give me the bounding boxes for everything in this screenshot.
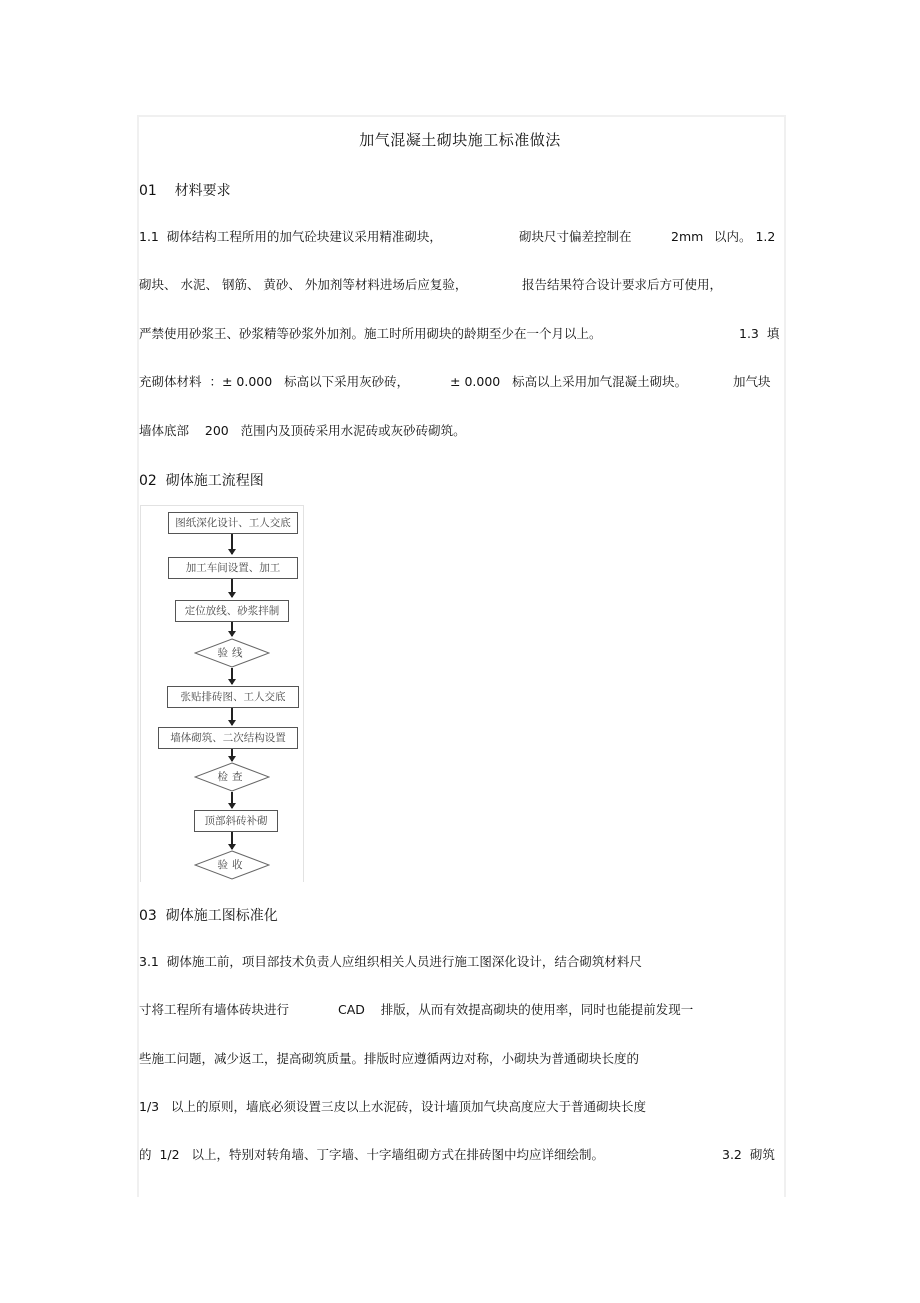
section-02-heading: 02 砌体施工流程图 bbox=[139, 473, 264, 489]
document-title: 加气混凝土砌块施工标准做法 bbox=[359, 131, 561, 149]
paragraph-line-tail: 1.3 填 bbox=[739, 326, 780, 341]
paragraph-line: 寸将工程所有墙体砖块进行 bbox=[139, 1002, 290, 1017]
paragraph-line: 些施工问题，减少返工，提高砌筑质量。排版时应遵循两边对称，小砌块为普通砌块长度的 bbox=[139, 1051, 640, 1066]
flow-arrow-icon bbox=[231, 832, 233, 849]
paragraph-line: 墙体底部 200 范围内及顶砖采用水泥砖或灰砂砖砌筑。 bbox=[139, 423, 466, 438]
flow-step-box: 加工车间设置、加工 bbox=[168, 557, 298, 579]
flow-arrow-icon bbox=[231, 749, 233, 761]
paragraph-line-tail: 3.2 砌筑 bbox=[722, 1147, 775, 1162]
flow-decision-label: 验线 bbox=[217, 647, 247, 659]
flow-step-box: 定位放线、砂浆拌制 bbox=[175, 600, 289, 622]
flow-step-box: 张贴排砖图、工人交底 bbox=[167, 686, 299, 708]
paragraph-line-mid: CAD 排版，从而有效提高砌块的使用率，同时也能提前发现一 bbox=[338, 1002, 694, 1017]
flow-step-box: 顶部斜砖补砌 bbox=[194, 810, 278, 832]
flow-arrow-icon bbox=[231, 708, 233, 725]
flow-decision-label: 验收 bbox=[217, 859, 247, 871]
paragraph-line-tail: 以内。 1.2 bbox=[714, 229, 776, 244]
flow-arrow-icon bbox=[231, 579, 233, 597]
flow-decision-label: 检查 bbox=[217, 771, 247, 783]
paragraph-line-tail: 加气块 bbox=[733, 374, 771, 389]
flow-step-box: 墙体砌筑、二次结构设置 bbox=[158, 727, 298, 749]
paragraph-line: 1/3 以上的原则，墙底必须设置三皮以上水泥砖，设计墙顶加气块高度应大于普通砌块长度 bbox=[139, 1099, 647, 1114]
flow-arrow-icon bbox=[231, 534, 233, 554]
paragraph-line: 的 1/2 以上，特别对转角墙、丁字墙、十字墙组砌方式在排砖图中均应详细绘制。 bbox=[139, 1147, 604, 1162]
paragraph-line-mid: 砌块尺寸偏差控制在 bbox=[519, 229, 632, 244]
section-01-heading: 01 材料要求 bbox=[139, 183, 231, 199]
flow-arrow-icon bbox=[231, 622, 233, 636]
section-03-heading: 03 砌体施工图标准化 bbox=[139, 908, 278, 924]
flow-decision-diamond bbox=[194, 850, 270, 880]
flow-arrow-icon bbox=[231, 668, 233, 684]
flow-arrow-icon bbox=[231, 792, 233, 808]
paragraph-line: 砌块、 水泥、 钢筋、 黄砂、 外加剂等材料进场后应复验， bbox=[139, 277, 468, 292]
paragraph-value: 2mm bbox=[671, 229, 704, 244]
flow-decision-diamond bbox=[194, 762, 270, 792]
paragraph-line-mid: ± 0.000 标高以上采用加气混凝土砌块。 bbox=[450, 374, 688, 389]
paragraph-line: 严禁使用砂浆王、砂浆精等砂浆外加剂。施工时所用砌块的龄期至少在一个月以上。 bbox=[139, 326, 602, 341]
flow-decision-diamond bbox=[194, 638, 270, 668]
paragraph-line: 1.1 砌体结构工程所用的加气砼块建议采用精准砌块， bbox=[139, 229, 442, 244]
paragraph-line: 3.1 砌体施工前，项目部技术负责人应组织相关人员进行施工图深化设计，结合砌筑材料尺 bbox=[139, 954, 642, 969]
paragraph-line: 充砌体材料 ：± 0.000 标高以下采用灰砂砖， bbox=[139, 374, 410, 389]
flow-step-box: 图纸深化设计、工人交底 bbox=[168, 512, 298, 534]
paragraph-line-mid: 报告结果符合设计要求后方可使用， bbox=[522, 277, 723, 292]
